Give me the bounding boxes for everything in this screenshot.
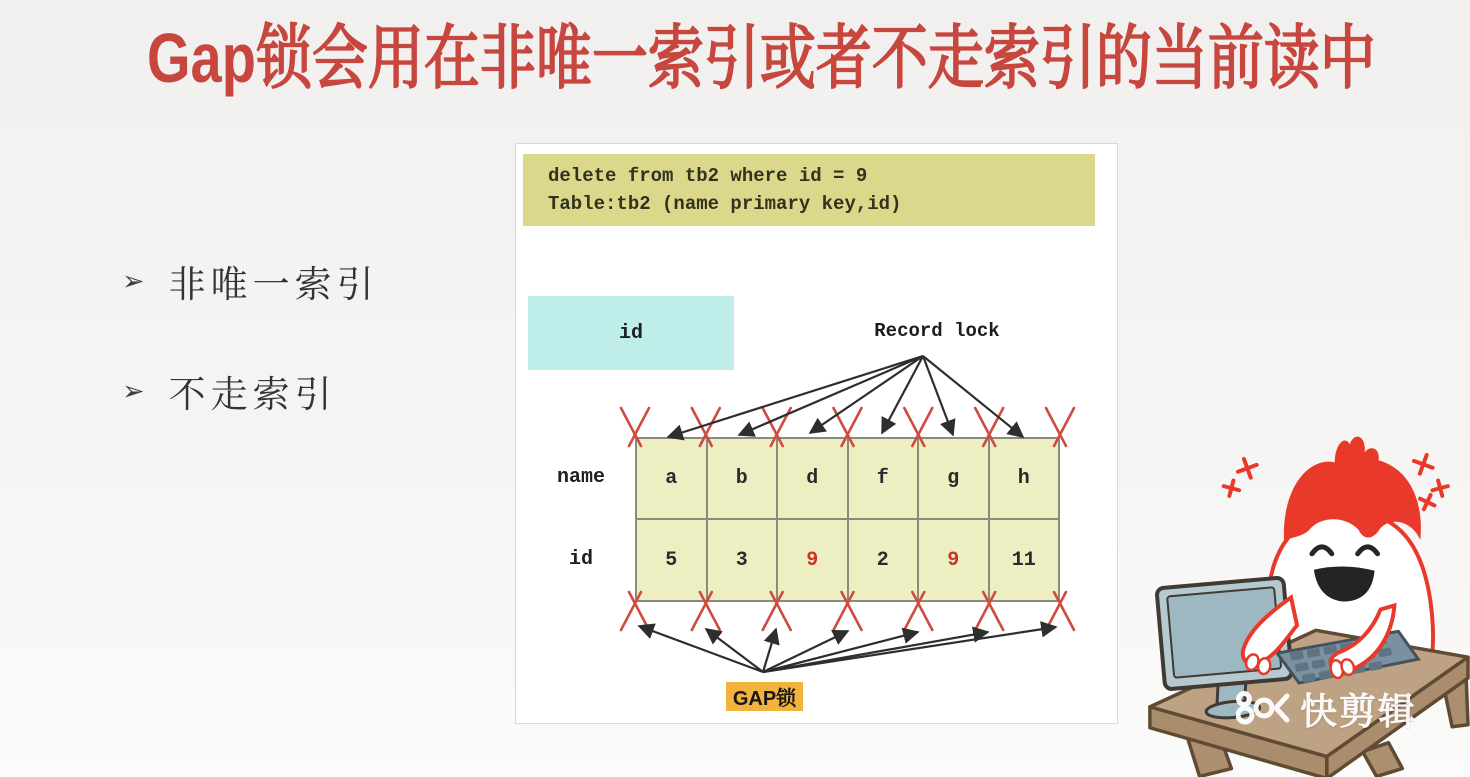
- table-cell: h: [990, 439, 1061, 520]
- watermark-text: 快剪辑: [1300, 691, 1417, 732]
- index-table: [635, 437, 1060, 600]
- table-cell: 2: [849, 520, 920, 602]
- table-cell: b: [708, 439, 779, 520]
- table-cell: f: [849, 439, 920, 520]
- bullet-text: 非唯一索引: [168, 264, 379, 305]
- table-cell: 11: [990, 520, 1061, 602]
- diagram-panel: [515, 143, 1118, 724]
- sql-line: Table:tb2 (name primary key,id): [548, 193, 902, 215]
- table-cell: d: [778, 439, 849, 520]
- table-cell: 9: [919, 520, 990, 602]
- sql-statement-box: [523, 154, 1095, 226]
- record-lock-label: Record lock: [874, 320, 1000, 342]
- bullet-text: 不走索引: [168, 374, 337, 415]
- table-cell: a: [637, 439, 708, 520]
- bullet-list: [122, 258, 379, 478]
- watermark: [1236, 681, 1417, 735]
- table-cell: 9: [778, 520, 849, 602]
- slide-title: Gap锁会用在非唯一索引或者不走索引的当前读中: [147, 19, 1376, 97]
- row-header: id: [568, 547, 593, 571]
- table-cell: 3: [708, 520, 779, 602]
- gap-lock-label: GAP锁: [726, 682, 803, 711]
- index-id-box: id: [528, 296, 734, 370]
- arrow-bullet-icon: ➢: [122, 375, 145, 406]
- list-item: [122, 258, 379, 304]
- sql-line: delete from tb2 where id = 9: [548, 165, 868, 187]
- table-cell: 5: [637, 520, 708, 602]
- scissors-logo-icon: [1236, 688, 1292, 728]
- table-cell: g: [919, 439, 990, 520]
- arrow-bullet-icon: ➢: [122, 265, 145, 296]
- row-header: name: [556, 466, 605, 489]
- list-item: [122, 368, 379, 414]
